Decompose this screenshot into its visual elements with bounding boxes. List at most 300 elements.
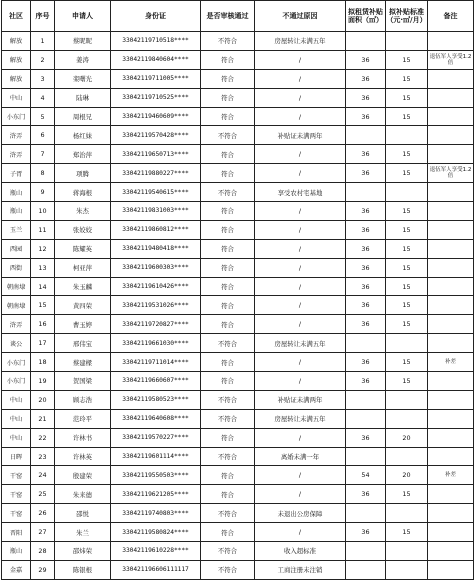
cell-approved: 符合 [201,164,255,183]
cell-area [346,447,386,466]
cell-community: 中山 [2,428,31,447]
cell-note [428,447,474,466]
cell-note [428,145,474,164]
header-approved: 是否审核通过 [201,1,255,32]
cell-id-card: 33042119711014**** [111,353,201,372]
table-row [2,145,474,164]
cell-no: 26 [31,504,55,523]
cell-standard: 15 [386,353,428,372]
cell-community: 中山 [2,88,31,107]
header-applicant: 申请人 [55,1,111,32]
cell-id-card: 33042119710518**** [111,32,201,51]
cell-community: 浒弄 [2,145,31,164]
cell-reason: 补贴证未满两年 [255,126,346,145]
cell-community: 朝南埭 [2,277,31,296]
cell-standard [386,32,428,51]
cell-note [428,202,474,221]
cell-community: 小东门 [2,372,31,391]
cell-community: 中山 [2,409,31,428]
cell-reason: / [255,69,346,88]
cell-id-card: 33042119550503**** [111,466,201,485]
cell-note: 退伍军人享受1.2倍 [428,164,474,183]
cell-area: 36 [346,372,386,391]
cell-no: 18 [31,353,55,372]
cell-approved: 符合 [201,239,255,258]
cell-standard [386,542,428,561]
cell-reason: / [255,202,346,221]
cell-note [428,409,474,428]
cell-applicant: 曹玉婷 [55,315,111,334]
table-row [2,315,474,334]
cell-reason: / [255,107,346,126]
cell-reason: / [255,50,346,69]
cell-no: 12 [31,239,55,258]
cell-community: 解放 [2,69,31,88]
cell-standard: 15 [386,145,428,164]
cell-standard [386,560,428,579]
cell-community: 谈公 [2,334,31,353]
cell-reason: 离婚未满一年 [255,447,346,466]
cell-applicant: 张姣姣 [55,220,111,239]
cell-standard: 15 [386,202,428,221]
cell-id-card: 33042119720827**** [111,315,201,334]
cell-id-card: 33042119650713**** [111,145,201,164]
cell-approved: 符合 [201,372,255,391]
cell-community: 干窑 [2,504,31,523]
table-row [2,523,474,542]
cell-reason: / [255,485,346,504]
cell-no: 20 [31,390,55,409]
cell-no: 3 [31,69,55,88]
cell-note [428,277,474,296]
cell-standard: 15 [386,50,428,69]
cell-reason: / [255,258,346,277]
cell-note [428,542,474,561]
cell-approved: 符合 [201,69,255,88]
table-row [2,107,474,126]
cell-approved: 符合 [201,145,255,164]
cell-community: 西街 [2,258,31,277]
cell-id-card: 33042119711005**** [111,69,201,88]
cell-reason: 房屋转让未满五年 [255,32,346,51]
cell-standard: 20 [386,428,428,447]
cell-note [428,239,474,258]
table-row [2,88,474,107]
cell-community: 西园 [2,239,31,258]
cell-applicant: 周根兄 [55,107,111,126]
cell-community: 瓶山 [2,542,31,561]
table-row [2,485,474,504]
cell-applicant: 栾曙光 [55,69,111,88]
cell-standard [386,409,428,428]
cell-standard: 15 [386,523,428,542]
cell-approved: 符合 [201,485,255,504]
cell-id-card: 33042119460609**** [111,107,201,126]
cell-reason: 工商注册未注销 [255,560,346,579]
cell-note [428,88,474,107]
cell-no: 6 [31,126,55,145]
table-row [2,220,474,239]
cell-standard [386,390,428,409]
cell-no: 19 [31,372,55,391]
cell-area [346,32,386,51]
cell-community: 朝南埭 [2,296,31,315]
table-row [2,428,474,447]
cell-note [428,560,474,579]
cell-no: 16 [31,315,55,334]
cell-area: 36 [346,428,386,447]
cell-id-card: 33042119600303**** [111,258,201,277]
cell-reason: / [255,277,346,296]
cell-no: 9 [31,183,55,202]
cell-no: 24 [31,466,55,485]
cell-note [428,32,474,51]
cell-note [428,372,474,391]
cell-id-card: 33042119601114**** [111,447,201,466]
table-row [2,372,474,391]
table-row [2,560,474,579]
cell-note [428,315,474,334]
cell-note [428,504,474,523]
cell-note [428,390,474,409]
cell-area: 36 [346,107,386,126]
cell-community: 瓶山 [2,202,31,221]
cell-area [346,560,386,579]
cell-applicant: 邵悦 [55,504,111,523]
cell-reason: 房屋转让未满五年 [255,334,346,353]
table-row [2,239,474,258]
cell-applicant: 殷建荣 [55,466,111,485]
cell-area: 54 [346,466,386,485]
table-row [2,296,474,315]
cell-no: 7 [31,145,55,164]
cell-no: 29 [31,560,55,579]
cell-area: 36 [346,296,386,315]
cell-no: 15 [31,296,55,315]
cell-community: 解放 [2,50,31,69]
cell-applicant: 陈银根 [55,560,111,579]
cell-approved: 不符合 [201,542,255,561]
cell-area: 36 [346,239,386,258]
cell-note: 补差 [428,466,474,485]
cell-applicant: 柯亚萍 [55,258,111,277]
cell-no: 4 [31,88,55,107]
cell-note [428,69,474,88]
cell-id-card: 33042119740803**** [111,504,201,523]
cell-approved: 符合 [201,523,255,542]
cell-approved: 符合 [201,258,255,277]
cell-applicant: 朱兰 [55,523,111,542]
cell-note [428,258,474,277]
cell-approved: 不符合 [201,409,255,428]
cell-id-card: 33042119580824**** [111,523,201,542]
cell-id-card: 33042119831003**** [111,202,201,221]
table-row [2,126,474,145]
table-row [2,334,474,353]
cell-id-card: 33042119660607**** [111,372,201,391]
cell-no: 14 [31,277,55,296]
cell-approved: 符合 [201,315,255,334]
cell-standard: 15 [386,69,428,88]
cell-community: 浒弄 [2,126,31,145]
cell-note [428,183,474,202]
table-row [2,277,474,296]
table-row [2,202,474,221]
cell-no: 11 [31,220,55,239]
cell-reason: / [255,523,346,542]
cell-applicant: 陈耀英 [55,239,111,258]
cell-note [428,107,474,126]
cell-applicant: 朱玉麟 [55,277,111,296]
cell-standard: 15 [386,372,428,391]
header-no: 序号 [31,1,55,32]
cell-standard [386,183,428,202]
cell-no: 8 [31,164,55,183]
cell-id-card: 33042119621205**** [111,485,201,504]
cell-approved: 不符合 [201,334,255,353]
cell-note [428,126,474,145]
cell-reason: / [255,353,346,372]
cell-community: 解放 [2,32,31,51]
cell-reason: / [255,164,346,183]
cell-no: 22 [31,428,55,447]
table-row [2,542,474,561]
cell-approved: 符合 [201,107,255,126]
cell-reason: 补贴证未满两年 [255,390,346,409]
cell-id-card: 33042119570428**** [111,126,201,145]
cell-standard [386,447,428,466]
cell-area: 36 [346,50,386,69]
cell-reason: / [255,239,346,258]
cell-approved: 符合 [201,296,255,315]
header-note: 备注 [428,1,474,32]
cell-standard [386,504,428,523]
cell-reason: / [255,145,346,164]
header-reason: 不通过原因 [255,1,346,32]
cell-community: 晋阳 [2,523,31,542]
cell-approved: 符合 [201,466,255,485]
cell-reason: / [255,296,346,315]
header-standard: 拟补贴标准（元·㎡/月） [386,1,428,32]
cell-id-card: 33042119610228**** [111,542,201,561]
cell-id-card: 33042119661030**** [111,334,201,353]
cell-approved: 不符合 [201,390,255,409]
cell-approved: 符合 [201,202,255,221]
cell-applicant: 项腾 [55,164,111,183]
table-body [2,32,474,580]
cell-id-card: 33042119860812**** [111,220,201,239]
cell-community: 日晖 [2,447,31,466]
cell-area: 36 [346,69,386,88]
cell-note [428,485,474,504]
cell-standard [386,334,428,353]
header-area: 拟租赁补贴面积（㎡） [346,1,386,32]
cell-note [428,296,474,315]
cell-id-card: 330421196606111117 [111,560,201,579]
cell-reason: / [255,466,346,485]
cell-approved: 不符合 [201,183,255,202]
cell-community: 小东门 [2,107,31,126]
cell-area: 36 [346,88,386,107]
cell-community: 中山 [2,390,31,409]
cell-no: 13 [31,258,55,277]
cell-note [428,428,474,447]
table-row [2,69,474,88]
cell-area: 36 [346,220,386,239]
cell-applicant: 郑治萍 [55,145,111,164]
cell-community: 瓶山 [2,183,31,202]
cell-no: 28 [31,542,55,561]
cell-standard: 15 [386,485,428,504]
cell-applicant: 黄四荣 [55,296,111,315]
cell-note: 补差 [428,353,474,372]
cell-standard: 15 [386,107,428,126]
cell-approved: 不符合 [201,126,255,145]
cell-approved: 符合 [201,220,255,239]
cell-area [346,542,386,561]
cell-reason: 享受农村宅基地 [255,183,346,202]
cell-id-card: 33042119540615**** [111,183,201,202]
cell-note [428,523,474,542]
table-row [2,409,474,428]
cell-id-card: 33042119710525**** [111,88,201,107]
cell-area: 36 [346,277,386,296]
cell-standard: 15 [386,277,428,296]
cell-note [428,334,474,353]
cell-approved: 不符合 [201,504,255,523]
cell-applicant: 贺国梁 [55,372,111,391]
cell-community: 浒弄 [2,315,31,334]
cell-reason: / [255,88,346,107]
cell-standard [386,126,428,145]
cell-applicant: 邵炜荣 [55,542,111,561]
cell-approved: 符合 [201,277,255,296]
cell-no: 17 [31,334,55,353]
cell-reason: 房屋转让未满五年 [255,409,346,428]
cell-area: 36 [346,315,386,334]
cell-id-card: 33042119570227**** [111,428,201,447]
cell-approved: 不符合 [201,447,255,466]
header-community: 社区 [2,1,31,32]
cell-applicant: 许林英 [55,447,111,466]
cell-area: 36 [346,353,386,372]
cell-reason: 收入超标准 [255,542,346,561]
table-row [2,390,474,409]
cell-no: 5 [31,107,55,126]
header-id-card: 身份证 [111,1,201,32]
cell-area [346,504,386,523]
cell-standard: 15 [386,164,428,183]
table-row [2,447,474,466]
table-row [2,183,474,202]
cell-area [346,409,386,428]
cell-approved: 不符合 [201,32,255,51]
cell-approved: 符合 [201,428,255,447]
cell-area: 36 [346,485,386,504]
cell-area: 36 [346,202,386,221]
cell-approved: 符合 [201,88,255,107]
cell-applicant: 朱杰 [55,202,111,221]
cell-community: 干窑 [2,466,31,485]
cell-applicant: 蒋海根 [55,183,111,202]
cell-no: 23 [31,447,55,466]
table-row [2,504,474,523]
cell-reason: 未退出公房保障 [255,504,346,523]
cell-standard: 15 [386,88,428,107]
cell-reason: / [255,372,346,391]
table-row [2,50,474,69]
cell-approved: 符合 [201,50,255,69]
cell-standard: 15 [386,258,428,277]
cell-standard: 15 [386,296,428,315]
header-row [2,1,474,32]
cell-reason: / [255,315,346,334]
cell-applicant: 蔡建樑 [55,353,111,372]
cell-id-card: 33042119840604**** [111,50,201,69]
table-row [2,164,474,183]
cell-standard: 15 [386,220,428,239]
cell-area [346,334,386,353]
cell-no: 21 [31,409,55,428]
cell-no: 10 [31,202,55,221]
cell-area: 36 [346,258,386,277]
cell-applicant: 邢伟宝 [55,334,111,353]
cell-community: 子胥 [2,164,31,183]
cell-area: 36 [346,145,386,164]
cell-reason: / [255,428,346,447]
cell-community: 金嘉 [2,560,31,579]
cell-community: 干窑 [2,485,31,504]
cell-reason: / [255,220,346,239]
table-row [2,353,474,372]
cell-approved: 符合 [201,353,255,372]
cell-applicant: 范玲平 [55,409,111,428]
cell-applicant: 蔡昵昵 [55,32,111,51]
cell-no: 25 [31,485,55,504]
cell-area [346,183,386,202]
cell-no: 1 [31,32,55,51]
table-row [2,466,474,485]
cell-id-card: 33042119531026**** [111,296,201,315]
cell-id-card: 33042119580523**** [111,390,201,409]
table-row [2,258,474,277]
cell-applicant: 顾志浩 [55,390,111,409]
cell-area: 36 [346,164,386,183]
cell-standard: 15 [386,315,428,334]
cell-note: 退伍军人享受1.2倍 [428,50,474,69]
cell-id-card: 33042119880227**** [111,164,201,183]
cell-id-card: 33042119610426**** [111,277,201,296]
cell-applicant: 陆琳 [55,88,111,107]
cell-standard: 15 [386,239,428,258]
cell-id-card: 33042119640608**** [111,409,201,428]
cell-applicant: 姜涛 [55,50,111,69]
cell-no: 27 [31,523,55,542]
cell-area: 36 [346,523,386,542]
cell-standard: 20 [386,466,428,485]
cell-community: 小东门 [2,353,31,372]
cell-approved: 不符合 [201,560,255,579]
cell-area [346,390,386,409]
cell-no: 2 [31,50,55,69]
cell-note [428,220,474,239]
cell-applicant: 杨红妹 [55,126,111,145]
cell-area [346,126,386,145]
cell-applicant: 朱来德 [55,485,111,504]
cell-applicant: 许林书 [55,428,111,447]
table-row [2,32,474,51]
cell-community: 玉兰 [2,220,31,239]
